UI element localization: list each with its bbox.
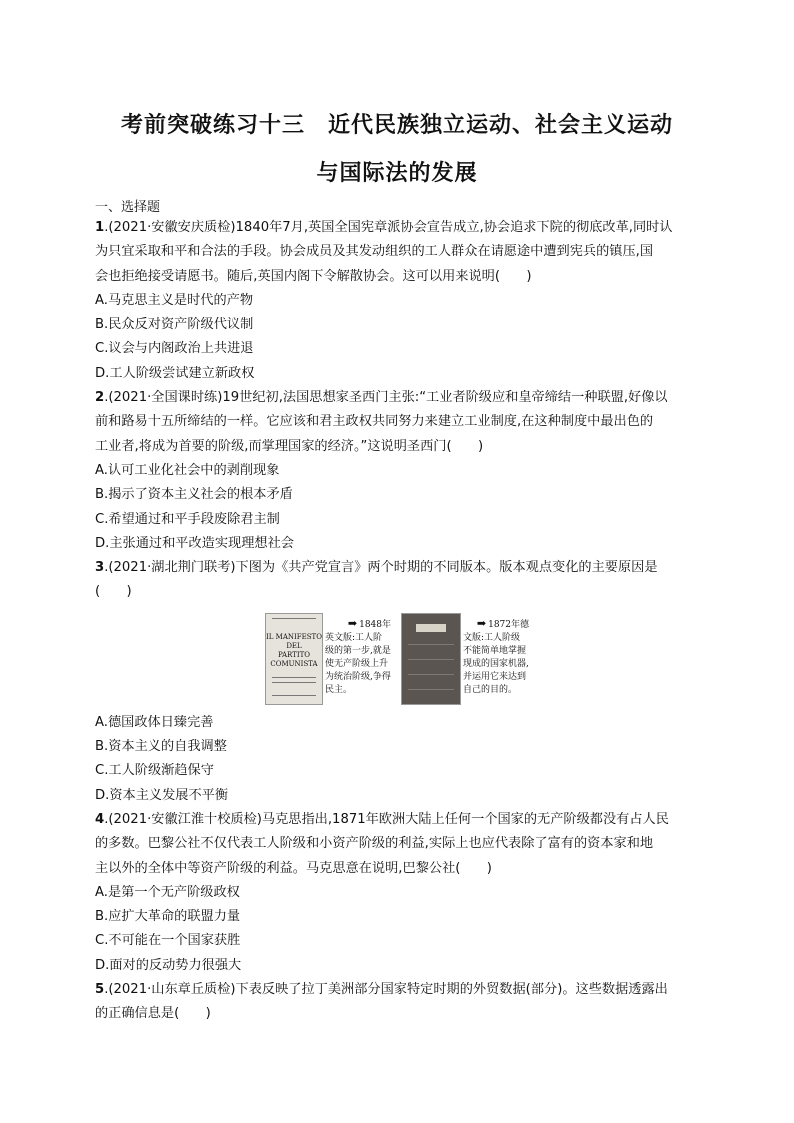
option-d: D.面对的反动势力很强大 [95,957,242,973]
option-a: A.马克思主义是时代的产物 [95,292,254,308]
question-list [95,216,695,1027]
question-2 [95,386,695,556]
question-number: 1 [95,220,105,235]
question-text: 的正确信息是( ) [95,1006,211,1022]
option-c: C.议会与内阁政治上共进退 [95,341,254,357]
question-text: .(2021·安徽江淮十校质检)马克思指出,1871年欧洲大陆上任何一个国家的无产阶级都没有占人民 [104,811,669,827]
note-1872: ➡ 1872年德 文版:工人阶级不能简单地掌握现成的国家机器,并运用它来达到自己的目的。 [463,616,529,695]
arrow-right-icon: ➡ [476,616,487,630]
question-3 [95,556,695,808]
manifesto-cover-1848: IL MANIFESTO DEL PARTITO COMUNISTA [265,613,323,705]
option-b: B.资本主义的自我调整 [95,739,227,755]
note-1848: ➡ 1848年 英文版:工人阶级的第一步,就是使无产阶级上升为统治阶级,争得民主。 [325,616,391,695]
figure-panel-1848 [265,613,395,703]
question-text: .(2021·湖北荆门联考)下图为《共产党宣言》两个时期的不同版本。版本观点变化的主要原因是 [104,560,658,576]
question-number: 2 [95,390,105,406]
question-text: 为只宜采取和平和合法的手段。协会成员及其发动组织的工人群众在请愿途中遭到宪兵的镇压,国 [95,244,654,260]
page-title: 考前突破练习十三 近代民族独立运动、社会主义运动 [120,113,673,138]
question-text: 主以外的全体中等资产阶级的利益。马克思意在说明,巴黎公社( ) [95,860,492,876]
question-text: .(2021·全国课时练)19世纪初,法国思想家圣西门主张:“工业者阶级应和皇帝缔结一种联盟,好像以 [104,390,668,406]
option-c: C.不可能在一个国家获胜 [95,933,241,949]
option-d: D.工人阶级尝试建立新政权 [95,365,255,381]
option-a: A.是第一个无产阶级政权 [95,884,240,900]
option-d: D.主张通过和平改造实现理想社会 [95,535,294,551]
option-c: C.希望通过和平手段废除君主制 [95,511,280,527]
section-heading: 一、选择题 [95,200,161,215]
question-number: 4 [95,811,105,827]
option-b: B.应扩大革命的联盟力量 [95,909,241,925]
arrow-right-icon: ➡ [347,616,358,630]
question-text: 的多数。巴黎公社不仅代表工人阶级和小资产阶级的利益,实际上也应代表除了富有的资本家和地 [95,836,654,852]
option-b: B.民众反对资产阶级代议制 [95,317,254,333]
option-c: C.工人阶级渐趋保守 [95,763,214,779]
page-subtitle: 与国际法的发展 [316,161,478,186]
question-4 [95,808,695,978]
question-5 [95,978,695,1027]
figure-panel-1872 [401,613,535,703]
question-number: 5 [95,982,105,998]
question-text: .(2021·安徽安庆质检)1840年7月,英国全国宪章派协会宣告成立,协会追求下院的彻底改革,同时认 [104,220,673,235]
manifesto-figure [95,607,695,709]
question-text: 工业者,将成为首要的阶级,而掌理国家的经济。”这说明圣西门( ) [95,438,484,454]
question-1 [95,216,695,386]
question-number: 3 [95,560,105,576]
question-text: 前和路易十五所缔结的一样。它应该和君主政权共同努力来建立工业制度,在这种制度中最出色的 [95,414,654,430]
option-a: A.德国政体日臻完善 [95,714,214,730]
option-a: A.认可工业化社会中的剥削现象 [95,462,280,478]
question-text: 会也拒绝接受请愿书。随后,英国内阁下令解散协会。这可以用来说明( ) [95,268,532,284]
question-text: ( ) [95,584,132,600]
manifesto-cover-1872 [401,613,461,705]
option-d: D.资本主义发展不平衡 [95,787,229,803]
option-b: B.揭示了资本主义社会的根本矛盾 [95,487,293,503]
question-text: .(2021·山东章丘质检)下表反映了拉丁美洲部分国家特定时期的外贸数据(部分)。这些数据透露出 [104,982,668,998]
